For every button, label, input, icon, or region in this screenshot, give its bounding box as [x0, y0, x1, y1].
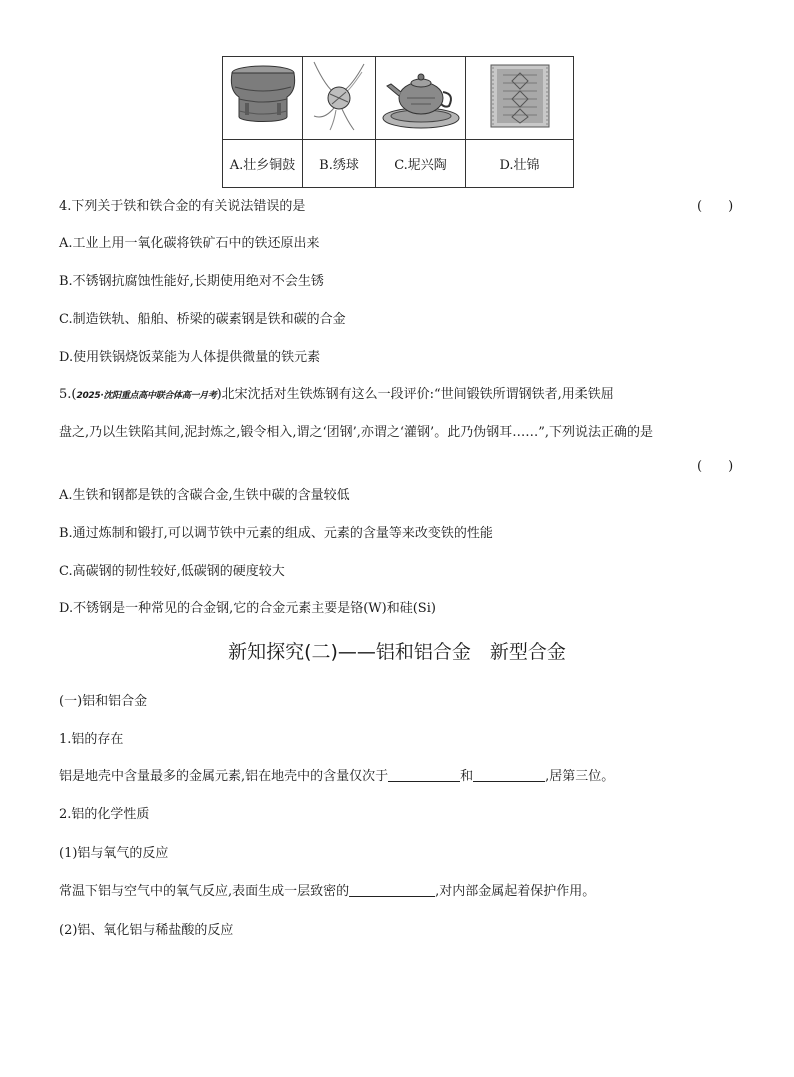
q4-option-d: D.使用铁锅烧饭菜能为人体提供微量的铁元素: [59, 350, 321, 365]
q5-number: 5.(: [59, 387, 77, 402]
q4-option-a: A.工业上用一氧化碳将铁矿石中的铁还原出来: [59, 236, 320, 251]
item-aluminum-occurrence: 1.铝的存在: [59, 732, 124, 747]
section-title: 新知探究(二)——铝和铝合金 新型合金: [228, 641, 566, 663]
fill-blank-3: [349, 882, 435, 897]
para-aluminum-abundance: 铝是地壳中含量最多的金属元素,铝在地壳中的含量仅次于 和 ,居第三位。: [59, 769, 615, 784]
q5-stem-line2: 盘之,乃以生铁陷其间,泥封炼之,锻令相入,谓之‘团钢’,亦谓之‘灌钢’。此乃伪钢耳……”,下列说法正确的是: [59, 425, 653, 440]
q5-option-a: A.生铁和钢都是铁的含碳合金,生铁中碳的含量较低: [59, 488, 350, 503]
q4-stem: 4.下列关于铁和铁合金的有关说法错误的是: [59, 199, 306, 214]
q4-answer-paren: ( ): [697, 199, 734, 214]
embroidered-ball-image: [303, 57, 376, 140]
item-chemical-properties: 2.铝的化学性质: [59, 807, 150, 822]
q5-stem-line1: [59, 383, 614, 402]
q5-option-b: B.通过炼制和锻打,可以调节铁中元素的组成、元素的含量等来改变铁的性能: [59, 526, 493, 541]
artifact-figure-table: [222, 56, 574, 188]
q5-answer-paren: ( ): [697, 459, 734, 474]
subitem-oxygen-reaction: (1)铝与氧气的反应: [59, 846, 169, 861]
q5-option-d: D.不锈钢是一种常见的合金钢,它的合金元素主要是铬(W)和硅(Si): [59, 601, 436, 616]
subsection-aluminum: (一)铝和铝合金: [59, 694, 148, 709]
subitem-acid-reaction: (2)铝、氧化铝与稀盐酸的反应: [59, 923, 234, 938]
clay-teapot-image: [376, 57, 466, 140]
bronze-drum-image: [223, 57, 303, 140]
caption-brocade: D.壮锦: [466, 140, 574, 188]
q5-stem-text: )北宋沈括对生铁炼钢有这么一段评价:“世间锻铁所谓钢铁者,用柔铁屈: [216, 387, 614, 402]
fill-blank-1: [388, 767, 460, 782]
q5-option-c: C.高碳钢的韧性较好,低碳钢的硬度较大: [59, 564, 285, 579]
caption-clay-pottery: C.坭兴陶: [376, 140, 466, 188]
caption-embroidered-ball: B.绣球: [303, 140, 376, 188]
para-oxide-layer: 常温下铝与空气中的氧气反应,表面生成一层致密的 ,对内部金属起着保护作用。: [59, 884, 596, 899]
caption-bronze-drum: A.壮乡铜鼓: [223, 140, 303, 188]
fill-blank-2: [473, 767, 545, 782]
q4-option-c: C.制造铁轨、船舶、桥梁的碳素钢是铁和碳的合金: [59, 312, 346, 327]
zhuang-brocade-image: [466, 57, 574, 140]
q4-option-b: B.不锈钢抗腐蚀性能好,长期使用绝对不会生锈: [59, 274, 324, 289]
q5-source: 2025·沈阳重点高中联合体高一月考: [76, 391, 217, 401]
